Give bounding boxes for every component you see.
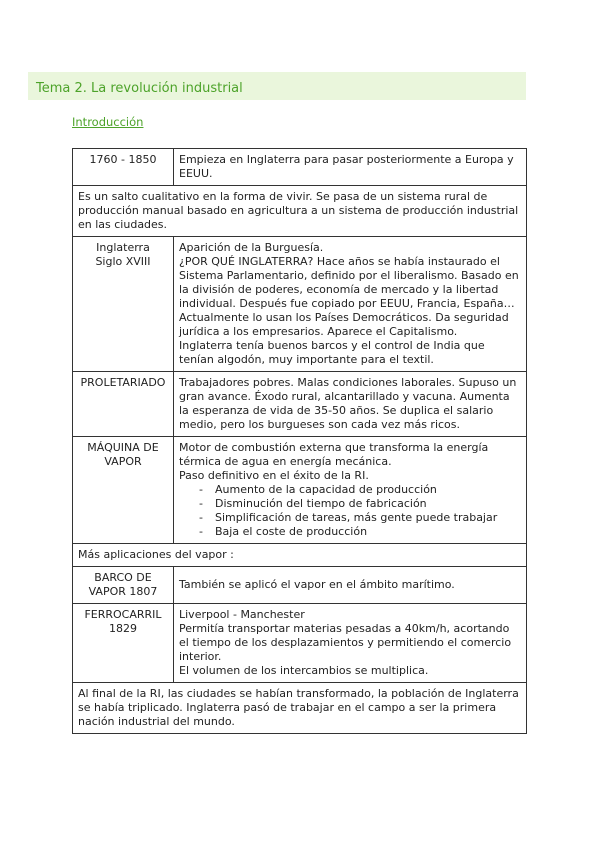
row-label-line: 1829	[109, 622, 137, 635]
table-row	[73, 567, 527, 604]
paragraph: Paso definitivo en el éxito de la RI.	[179, 469, 369, 482]
paragraph: Permitía transportar materias pesadas a 40km/h, acortando el tiempo de los desplazamientos y permitiendo el comercio interior.	[179, 622, 512, 663]
row-label-steam: MÁQUINA DE VAPOR	[73, 437, 174, 544]
row-text-dates: Empieza en Inglaterra para pasar posteriormente a Europa y EEUU.	[174, 149, 527, 186]
table-row	[73, 683, 527, 734]
row-label-proletariat: PROLETARIADO	[73, 372, 174, 437]
summary-table	[72, 148, 527, 734]
table-row	[73, 544, 527, 567]
row-text-england	[174, 237, 527, 372]
more-applications-text: Más aplicaciones del vapor :	[73, 544, 527, 567]
list-item: - Aumento de la capacidad de producción	[199, 483, 521, 497]
page-title: Tema 2. La revolución industrial	[36, 81, 243, 96]
list-item: - Simplificación de tareas, más gente puede trabajar	[199, 511, 521, 525]
row-label-line: VAPOR 1807	[88, 585, 158, 598]
list-item: - Disminución del tiempo de fabricación	[199, 497, 521, 511]
table-row	[73, 237, 527, 372]
row-label-england	[73, 237, 174, 372]
table-row	[73, 604, 527, 683]
row-label-rail	[73, 604, 174, 683]
section-heading-link[interactable]: Introducción	[72, 115, 144, 129]
row-label-line: FERROCARRIL	[84, 608, 162, 621]
paragraph: ¿POR QUÉ INGLATERRA? Hace años se había instaurado el Sistema Parlamentario, definido por el liberalismo. Basado en la división de poderes, economía de mercado y la libertad individual. Después fue copiado por EEUU, Francia, España… Actualmente lo usan los Países Democráticos. Da seguridad jurídica a los empresarios. Aparece el Capitalismo.	[179, 255, 519, 338]
paragraph: Liverpool - Manchester	[179, 608, 305, 621]
conclusion-text: Al final de la RI, las ciudades se habían transformado, la población de Inglaterra se había triplicado. Inglaterra pasó de trabajar en el campo a ser la primera nación industrial del mundo.	[73, 683, 527, 734]
row-label-line: BARCO DE	[94, 571, 152, 584]
row-text-proletariat: Trabajadores pobres. Malas condiciones laborales. Supuso un gran avance. Éxodo rural, alcantarillado y vacuna. Aumenta la esperanza de vida de 35-50 años. Se duplica el salario medio, pero los burgueses son cada vez más ricos.	[174, 372, 527, 437]
row-label-line: Inglaterra	[96, 241, 150, 254]
row-text-rail	[174, 604, 527, 683]
paragraph: El volumen de los intercambios se multiplica.	[179, 664, 429, 677]
page-title-bar	[28, 72, 526, 100]
row-text-ship: También se aplicó el vapor en el ámbito marítimo.	[174, 567, 527, 604]
list-item: - Baja el coste de producción	[199, 525, 521, 539]
row-label-line: Siglo XVIII	[95, 255, 151, 268]
table-row	[73, 149, 527, 186]
table-row	[73, 437, 527, 544]
steam-effects-list	[179, 483, 521, 539]
table-row	[73, 186, 527, 237]
row-label-ship	[73, 567, 174, 604]
intro-text: Es un salto cualitativo en la forma de vivir. Se pasa de un sistema rural de producción manual basado en agricultura a un sistema de producción industrial en las ciudades.	[73, 186, 527, 237]
row-text-steam	[174, 437, 527, 544]
paragraph: Inglaterra tenía buenos barcos y el control de India que tenían algodón, muy importante para el textil.	[179, 339, 485, 366]
paragraph: Motor de combustión externa que transforma la energía térmica de agua en energía mecánica.	[179, 441, 489, 468]
table-row	[73, 372, 527, 437]
row-label-dates: 1760 - 1850	[73, 149, 174, 186]
paragraph: Aparición de la Burguesía.	[179, 241, 324, 254]
